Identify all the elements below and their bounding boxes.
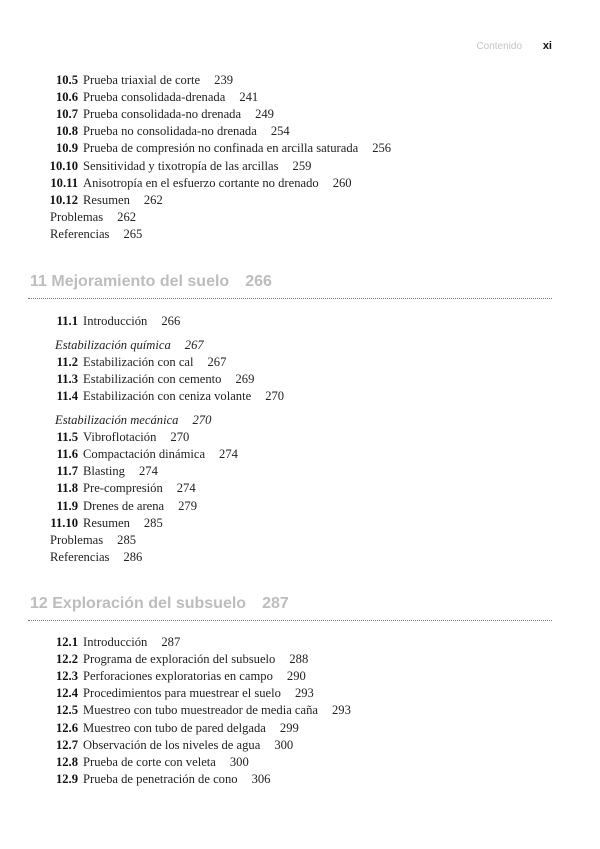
toc-entry[interactable] [0, 72, 560, 89]
toc-entry[interactable] [0, 140, 560, 157]
section-title: Pre-compresión [83, 481, 163, 496]
chapter-heading[interactable] [30, 273, 272, 291]
entry-wrap [50, 226, 142, 243]
section-title: Estabilización con cemento [83, 372, 222, 387]
dotted-divider [28, 620, 552, 621]
chapter-number: 12 [30, 595, 48, 612]
chapter-heading[interactable] [30, 595, 289, 613]
chapter-page: 266 [245, 273, 272, 290]
section-title-wrap [83, 685, 314, 702]
section-title-wrap [83, 192, 163, 209]
section-title-wrap [83, 498, 197, 515]
section-title-wrap [83, 388, 284, 405]
toc-entry[interactable] [0, 226, 560, 243]
toc-entry[interactable] [0, 123, 560, 140]
section-number: 10.9 [55, 141, 78, 156]
section-number: 12.1 [55, 635, 78, 649]
toc-entry[interactable] [0, 412, 560, 429]
section-page: 241 [239, 90, 259, 105]
section-number: 12.6 [55, 720, 78, 735]
section-title: Prueba no consolidada-no drenada [83, 124, 257, 139]
section-page: 260 [332, 175, 352, 190]
entry-page: 262 [117, 209, 137, 224]
section-title: Compactación dinámica [83, 447, 206, 462]
section-title-wrap [83, 515, 163, 532]
section-number: 12.3 [55, 669, 78, 684]
section-page: 270 [265, 389, 285, 404]
section-title: Prueba de corte con veleta [83, 754, 216, 769]
section-title: Prueba consolidada-no drenada [83, 107, 242, 122]
section-number: 10.12 [49, 192, 78, 207]
section-page: 306 [251, 771, 271, 786]
toc-entry[interactable] [0, 702, 560, 719]
section-title-wrap [83, 123, 290, 140]
toc-entry[interactable] [0, 446, 560, 463]
section-number: 11.3 [56, 372, 78, 387]
section-page: 290 [286, 669, 306, 684]
section-number: 11.6 [56, 447, 78, 462]
toc-entry[interactable] [0, 651, 560, 668]
toc-entry[interactable] [0, 463, 560, 480]
section-number: 10.7 [55, 107, 78, 122]
entry-title: Referencias [50, 549, 110, 564]
section-title: Estabilización con ceniza volante [83, 389, 252, 404]
section-title: Prueba de penetración de cono [83, 771, 238, 786]
section-number: 11.10 [50, 515, 78, 530]
section-number: 11.5 [56, 430, 78, 445]
section-title-wrap [83, 158, 311, 175]
chapter-title: Mejoramiento del suelo [51, 273, 230, 290]
toc-entry[interactable] [0, 354, 560, 371]
section-title-wrap [83, 89, 258, 106]
section-number: 10.10 [49, 158, 78, 173]
section-number: 10.6 [55, 90, 78, 105]
toc-entry[interactable] [0, 106, 560, 123]
section-title: Resumen [83, 192, 130, 207]
toc-entry[interactable] [0, 720, 560, 737]
section-page: 293 [332, 703, 351, 718]
toc-entry[interactable] [0, 754, 560, 771]
toc-entry[interactable] [0, 192, 560, 209]
toc-entry[interactable] [0, 737, 560, 754]
entry-page: 267 [184, 338, 204, 352]
entry-wrap [55, 412, 211, 429]
entry-title: Problemas [50, 209, 104, 224]
section-number: 12.9 [55, 771, 78, 786]
section-page: 274 [176, 481, 196, 496]
section-page: 259 [292, 158, 312, 173]
section-page: 287 [161, 635, 181, 649]
section-page: 254 [270, 124, 290, 139]
section-number: 11.9 [56, 498, 78, 513]
section-title: Resumen [83, 515, 130, 530]
section-number: 11.1 [56, 314, 78, 328]
dotted-divider [28, 298, 552, 299]
section-page: 249 [255, 107, 274, 122]
section-title: Muestreo con tubo de pared delgada [83, 720, 266, 735]
section-page: 285 [143, 515, 163, 530]
toc-entry[interactable] [0, 89, 560, 106]
section-page: 293 [294, 686, 314, 701]
section-page: 269 [235, 372, 255, 387]
section-page: 299 [279, 720, 299, 735]
section-page: 274 [138, 464, 158, 479]
section-title: Estabilización con cal [83, 355, 194, 370]
section-title: Observación de los niveles de agua [83, 737, 261, 752]
section-title-wrap [83, 371, 254, 388]
section-number: 10.8 [55, 124, 78, 139]
section-page: 270 [170, 430, 190, 445]
section-label: Contenido [476, 41, 523, 52]
section-number: 12.5 [55, 703, 78, 718]
section-title: Blasting [83, 464, 125, 479]
toc-entry[interactable] [0, 532, 560, 549]
toc-entry[interactable] [0, 175, 560, 192]
section-number: 12.7 [55, 737, 78, 752]
section-title-wrap [83, 140, 391, 157]
running-header [476, 40, 552, 52]
toc-entry[interactable] [0, 371, 560, 388]
section-page: 300 [229, 754, 249, 769]
entry-title: Problemas [50, 532, 104, 547]
section-number: 10.11 [50, 175, 78, 190]
section-page: 239 [214, 73, 234, 87]
section-title-wrap [83, 771, 270, 788]
section-title-wrap [83, 720, 299, 737]
section-title-wrap [83, 737, 293, 754]
section-page: 256 [372, 141, 392, 156]
toc-entry[interactable] [0, 388, 560, 405]
section-page: 279 [178, 498, 197, 513]
section-number: 12.4 [55, 686, 78, 701]
section-title: Prueba consolidada-drenada [83, 90, 226, 105]
section-title-wrap [83, 651, 308, 668]
section-title-wrap [83, 754, 249, 771]
entry-title: Estabilización mecánica [55, 413, 179, 427]
section-number: 11.8 [56, 481, 78, 496]
section-title: Anisotropía en el esfuerzo cortante no drenado [83, 175, 319, 190]
section-page: 288 [289, 652, 309, 667]
section-title: Vibroflotación [83, 430, 157, 445]
toc-entry[interactable] [0, 549, 560, 566]
section-title: Prueba triaxial de corte [83, 73, 201, 87]
entry-wrap [50, 209, 136, 226]
section-title-wrap [83, 668, 306, 685]
section-title: Introducción [83, 635, 148, 649]
toc-entry[interactable] [0, 771, 560, 788]
toc-entry[interactable] [0, 480, 560, 497]
section-title: Introducción [83, 314, 148, 328]
toc-entry[interactable] [0, 313, 560, 330]
section-page: 267 [207, 355, 227, 370]
section-title-wrap [83, 480, 196, 497]
entry-page: 265 [123, 226, 143, 241]
section-page: 262 [143, 192, 163, 207]
entry-page: 286 [123, 549, 143, 564]
toc-entry[interactable] [0, 158, 560, 175]
entry-page: 270 [192, 413, 212, 427]
toc-entry[interactable] [0, 685, 560, 702]
section-title: Programa de exploración del subsuelo [83, 652, 276, 667]
section-page: 274 [219, 447, 238, 462]
section-number: 10.5 [55, 73, 78, 87]
entry-title: Estabilización química [55, 338, 171, 352]
chapter-page: 287 [262, 595, 289, 612]
page-number: xi [542, 40, 552, 52]
section-page: 266 [161, 314, 181, 328]
section-title-wrap [83, 72, 233, 89]
toc-entry[interactable] [0, 209, 560, 226]
section-title-wrap [83, 429, 189, 446]
section-title: Drenes de arena [83, 498, 165, 513]
section-page: 300 [274, 737, 294, 752]
toc-entry[interactable] [0, 337, 560, 354]
section-title-wrap [83, 354, 226, 371]
section-title: Sensitividad y tixotropía de las arcillas [83, 158, 279, 173]
section-title: Prueba de compresión no confinada en arcilla saturada [83, 141, 359, 156]
section-number: 11.7 [56, 464, 78, 479]
toc-entry[interactable] [0, 515, 560, 532]
toc-entry[interactable] [0, 498, 560, 515]
entry-wrap [50, 532, 136, 549]
section-title: Muestreo con tubo muestreador de media caña [83, 703, 318, 718]
section-title: Procedimientos para muestrear el suelo [83, 686, 281, 701]
section-title-wrap [83, 463, 158, 480]
section-title-wrap [83, 634, 180, 651]
section-title-wrap [83, 175, 352, 192]
section-title-wrap [83, 106, 274, 123]
section-title-wrap [83, 313, 180, 330]
entry-title: Referencias [50, 226, 110, 241]
section-number: 11.2 [56, 355, 78, 370]
section-number: 12.2 [55, 652, 78, 667]
entry-wrap [50, 549, 142, 566]
toc-entry[interactable] [0, 634, 560, 651]
chapter-title: Exploración del subsuelo [52, 595, 247, 612]
chapter-number: 11 [30, 273, 47, 290]
toc-entry[interactable] [0, 429, 560, 446]
toc-entry[interactable] [0, 668, 560, 685]
section-number: 11.4 [56, 389, 78, 404]
section-number: 12.8 [55, 754, 78, 769]
section-title-wrap [83, 446, 238, 463]
section-title-wrap [83, 702, 351, 719]
entry-wrap [55, 337, 204, 354]
entry-page: 285 [117, 532, 137, 547]
section-title: Perforaciones exploratorias en campo [83, 669, 273, 684]
